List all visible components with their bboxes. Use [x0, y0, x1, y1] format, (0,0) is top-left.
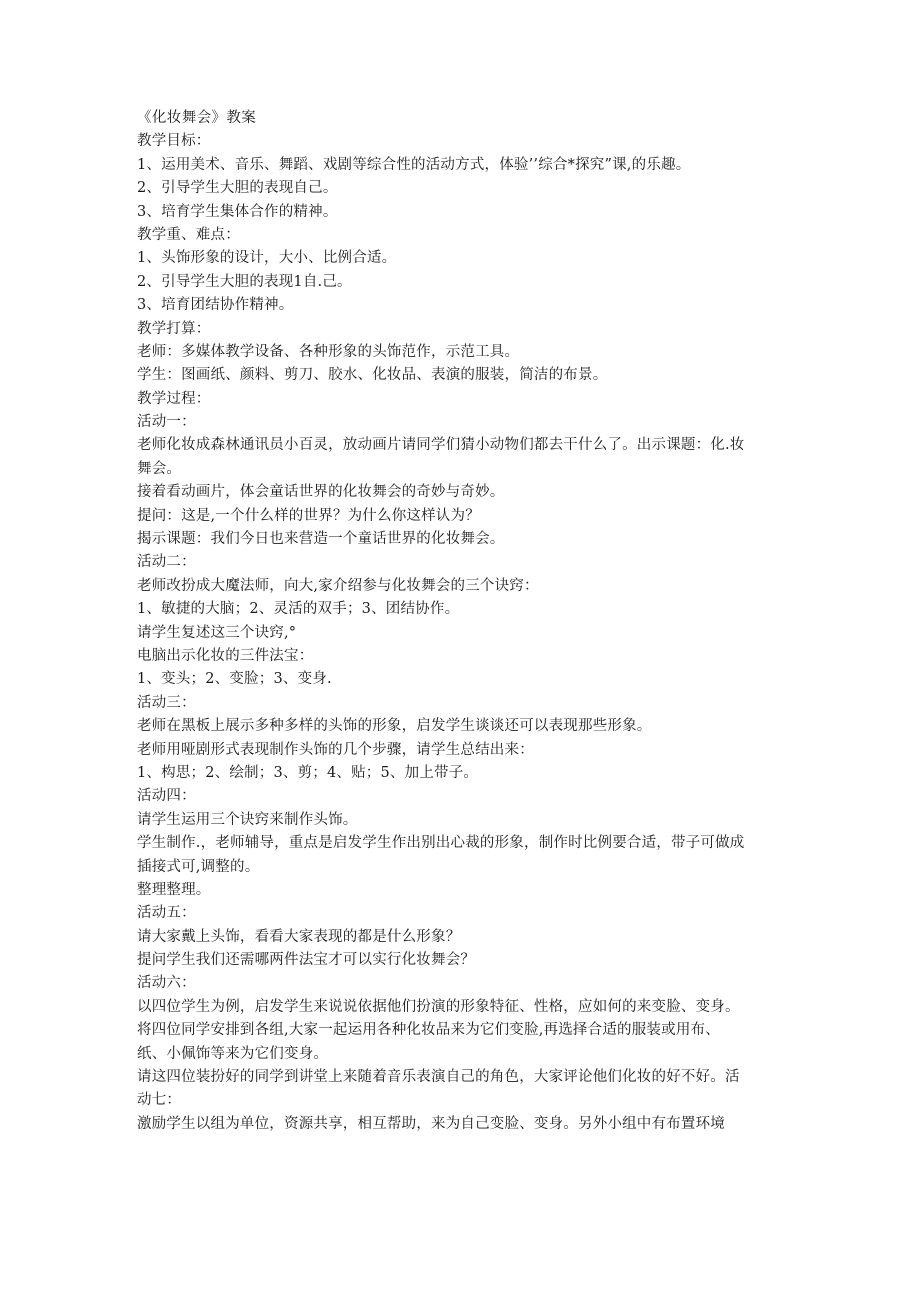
section-heading-goals: 教学目标： [137, 133, 211, 150]
section-heading-preparation: 教学打算： [137, 320, 211, 337]
text-line: 老师改扮成大魔法师，向大,家介绍参与化妆舞会的三个诀窍： [137, 577, 539, 594]
activity-heading: 活动五： [137, 905, 196, 922]
text-line: 1、敏捷的大脑；2、灵活的双手；3、团结协作。 [137, 601, 460, 618]
text-line: 纸、小佩饰等来为它们变身。 [137, 1045, 329, 1062]
text-line: 插接式可,调整的。 [137, 858, 260, 875]
section-heading-process: 教学过程： [137, 390, 211, 407]
text-line: 揭示课题：我们今日也来营造一个童话世界的化妆舞会。 [137, 531, 505, 548]
lesson-plan-document [137, 107, 787, 1136]
text-line: 舞会。 [137, 460, 182, 477]
text-line: 3、培育学生集体合作的精神。 [137, 203, 338, 220]
text-line: 提问学生我们还需哪两件法宝才可以实行化妆舞会？ [137, 952, 476, 969]
text-line: 1、运用美术、音乐、舞蹈、戏剧等综合性的活动方式，体验’’综合*探究”课,的乐趣。 [137, 156, 691, 173]
text-line: 将四位同学安排到各组,大家一起运用各种化妆品来为它们变脸,再选择合适的服装或用布、 [137, 1022, 720, 1039]
text-line: 老师：多媒体教学设备、各种形象的头饰范作，示范工具。 [137, 343, 520, 360]
text-line: 接着看动画片，体会童话世界的化妆舞会的奇妙与奇妙。 [137, 484, 505, 501]
activity-heading: 活动三： [137, 694, 196, 711]
text-line: 学生制作.，老师辅导，重点是启发学生作出别出心裁的形象，制作时比例要合适，带子可做成 [137, 835, 745, 852]
text-line: 请大家戴上头饰，看看大家表现的都是什么形象？ [137, 928, 461, 945]
text-line: 激励学生以组为单位，资源共享，相互帮助，来为自己变脸、变身。另外小组中有布置环境 [137, 1115, 725, 1132]
activity-heading: 活动一： [137, 414, 196, 431]
text-line: 3、培育团结协作精神。 [137, 297, 294, 314]
text-line: 请这四位装扮好的同学到讲堂上来随着音乐表演自己的角色，大家评论他们化妆的好不好。活 [137, 1069, 740, 1086]
text-line: 2、引导学生大胆的表现1自.己。 [137, 273, 352, 290]
text-line: 1、头饰形象的设计，大小、比例合适。 [137, 250, 397, 267]
text-line: 老师用哑剧形式表现制作头饰的几个步骤，请学生总结出来： [137, 741, 534, 758]
activity-heading: 活动二： [137, 554, 196, 571]
text-line: 老师在黑板上展示多种多样的头饰的形象，启发学生谈谈还可以表现那些形象。 [137, 718, 652, 735]
text-line: 请学生复述这三个诀窍,° [137, 624, 297, 641]
text-line: 动七： [137, 1092, 182, 1109]
text-line: 提问：这是,一个什么样的世界？为什么你这样认为？ [137, 507, 480, 524]
text-line: 电脑出示化妆的三件法宝： [137, 647, 314, 664]
text-line: 老师化妆成森林通讯员小百灵，放动画片请同学们猜小动物们都去干什么了。出示课题：化.妆 [137, 437, 745, 454]
text-line: 整理整理。 [137, 881, 211, 898]
text-line: 1、变头；2、变脸；3、变身. [137, 671, 332, 688]
text-line: 学生：图画纸、颜料、剪刀、胶水、化妆品、表演的服装，简洁的布景。 [137, 367, 608, 384]
text-line: 1、构思；2、绘制；3、剪；4、贴；5、加上带子。 [137, 764, 479, 781]
text-line: 请学生运用三个诀窍来制作头饰。 [137, 811, 358, 828]
activity-heading: 活动六： [137, 975, 196, 992]
section-heading-key-points: 教学重、难点： [137, 226, 240, 243]
document-title: 《化妆舞会》教案 [137, 110, 257, 126]
text-line: 2、引导学生大胆的表现自己。 [137, 180, 338, 197]
text-line: 以四位学生为例，启发学生来说说依据他们扮演的形象特征、性格，应如何的来变脸、变身。 [137, 998, 740, 1015]
activity-heading: 活动四： [137, 788, 196, 805]
